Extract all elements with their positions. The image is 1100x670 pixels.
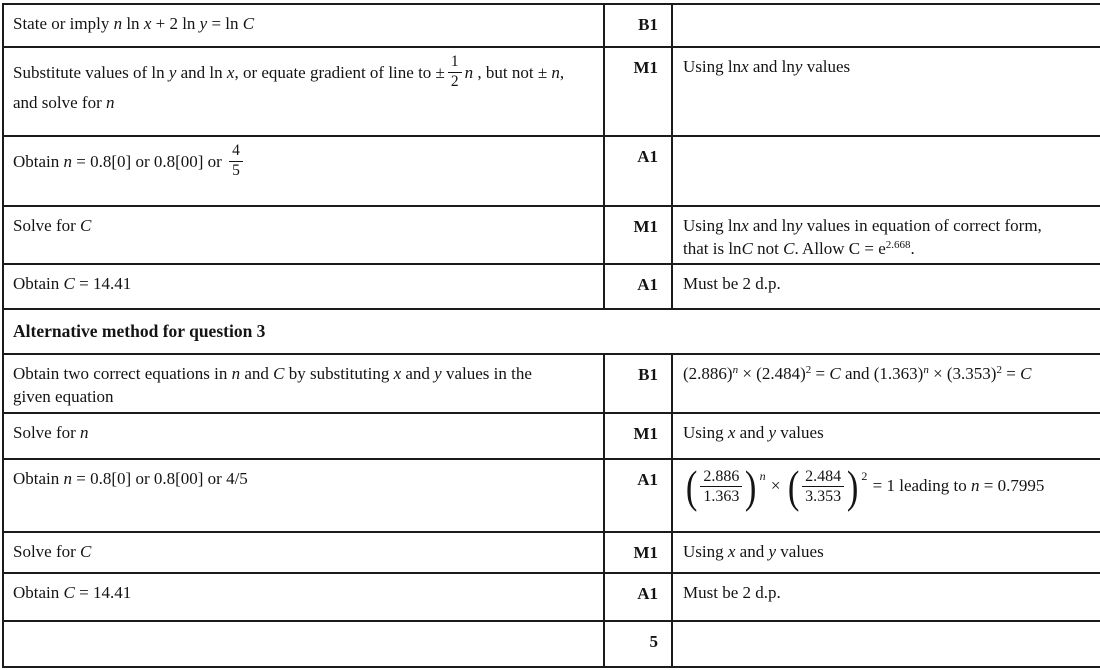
- description-cell: [4, 355, 605, 412]
- mark-cell: [605, 574, 673, 620]
- fraction: $\frac{4}{5}$: [229, 143, 243, 179]
- description-text: State or imply n ln x + 2 ln y = ln C: [13, 14, 255, 33]
- section-header-text: Alternative method for question 3: [13, 321, 266, 341]
- comment-cell: [673, 622, 1100, 666]
- comment-cell: [673, 460, 1100, 531]
- comment-cell: [673, 355, 1100, 412]
- description-cell: [4, 137, 605, 205]
- mark-scheme-table: [2, 3, 1100, 668]
- description-text: Obtain two correct equations in n and C by substituting x and y values in the given equation: [13, 364, 532, 406]
- total-marks-row: [4, 622, 1100, 666]
- description-text: Obtain C = 14.41: [13, 583, 132, 602]
- total-marks-value: 5: [649, 632, 658, 651]
- description-text: Solve for C: [13, 542, 92, 561]
- description-cell: [4, 265, 605, 308]
- description-cell: [4, 207, 605, 263]
- comment-cell: [673, 137, 1100, 205]
- table-row: [4, 355, 1100, 414]
- mark-code: A1: [637, 275, 658, 294]
- description-text: Substitute values of ln y and ln x, or equate gradient of line to ± $\frac{1}{2}$ n , but not ± n, and solve for n: [13, 53, 565, 113]
- description-cell: [4, 622, 605, 666]
- comment-cell: [673, 265, 1100, 308]
- comment-cell: [673, 533, 1100, 572]
- fraction: $\frac{1}{2}$: [448, 54, 462, 90]
- comment-text: Using x and y values: [683, 542, 824, 561]
- table-row: [4, 460, 1100, 533]
- mark-cell: [605, 460, 673, 531]
- description-cell: [4, 533, 605, 572]
- total-marks-cell: [605, 622, 673, 666]
- comment-cell: [673, 5, 1100, 46]
- section-header-cell: [4, 310, 1100, 353]
- parenthesized-fraction: ( $\frac{2.886}{1.363}$ ) n: [685, 461, 766, 512]
- table-row: [4, 5, 1100, 48]
- mark-cell: [605, 137, 673, 205]
- comment-cell: [673, 207, 1100, 263]
- description-cell: [4, 48, 605, 135]
- table-row: [4, 414, 1100, 460]
- comment-text: Must be 2 d.p.: [683, 274, 781, 293]
- comment-text: ( $\frac{2.886}{1.363}$ ) n × ( $\frac{2.484}{3.353}$ ) 2 = 1 leading to n = 0.7995: [685, 461, 1045, 512]
- comment-cell: [673, 48, 1100, 135]
- mark-cell: [605, 533, 673, 572]
- table-row: [4, 137, 1100, 207]
- mark-cell: [605, 414, 673, 458]
- description-cell: [4, 460, 605, 531]
- fraction: $\frac{2.886}{1.363}$: [700, 468, 742, 506]
- description-text: Solve for C: [13, 216, 92, 235]
- alternative-method-header-row: [4, 310, 1100, 355]
- description-text: Obtain n = 0.8[0] or 0.8[00] or 4/5: [13, 469, 248, 488]
- comment-text: Must be 2 d.p.: [683, 583, 781, 602]
- mark-cell: [605, 265, 673, 308]
- table-row: [4, 533, 1100, 574]
- description-cell: [4, 414, 605, 458]
- mark-code: A1: [637, 584, 658, 603]
- comment-text: Using lnx and lny values in equation of correct form, that is lnC not C. Allow $C = e^{2.668}$.: [683, 216, 1042, 258]
- mark-code: B1: [638, 365, 658, 384]
- comment-cell: [673, 574, 1100, 620]
- mark-code: M1: [633, 543, 658, 562]
- parenthesized-fraction: ( $\frac{2.484}{3.353}$ ) 2: [787, 461, 868, 512]
- mark-code: B1: [638, 15, 658, 34]
- description-text: Obtain C = 14.41: [13, 274, 132, 293]
- mark-cell: [605, 5, 673, 46]
- description-cell: [4, 5, 605, 46]
- mark-code: M1: [633, 424, 658, 443]
- mark-cell: [605, 48, 673, 135]
- description-text: Solve for n: [13, 423, 89, 442]
- mark-cell: [605, 207, 673, 263]
- comment-cell: [673, 414, 1100, 458]
- mark-code: A1: [637, 470, 658, 489]
- mark-code: A1: [637, 147, 658, 166]
- table-row: [4, 48, 1100, 137]
- comment-text: $(2.886)^n \times (2.484)^2 = C$ and $(1.363)^n \times (3.353)^2 = C$: [683, 364, 1032, 383]
- comment-text: Using x and y values: [683, 423, 824, 442]
- mark-cell: [605, 355, 673, 412]
- table-row: [4, 574, 1100, 622]
- table-row: [4, 265, 1100, 310]
- description-text: Obtain n = 0.8[0] or 0.8[00] or $\frac{4}{5}$: [13, 152, 246, 171]
- table-row: [4, 207, 1100, 265]
- description-cell: [4, 574, 605, 620]
- fraction: $\frac{2.484}{3.353}$: [802, 468, 844, 506]
- mark-code: M1: [633, 58, 658, 77]
- comment-text: Using lnx and lny values: [683, 57, 851, 76]
- mark-code: M1: [633, 217, 658, 236]
